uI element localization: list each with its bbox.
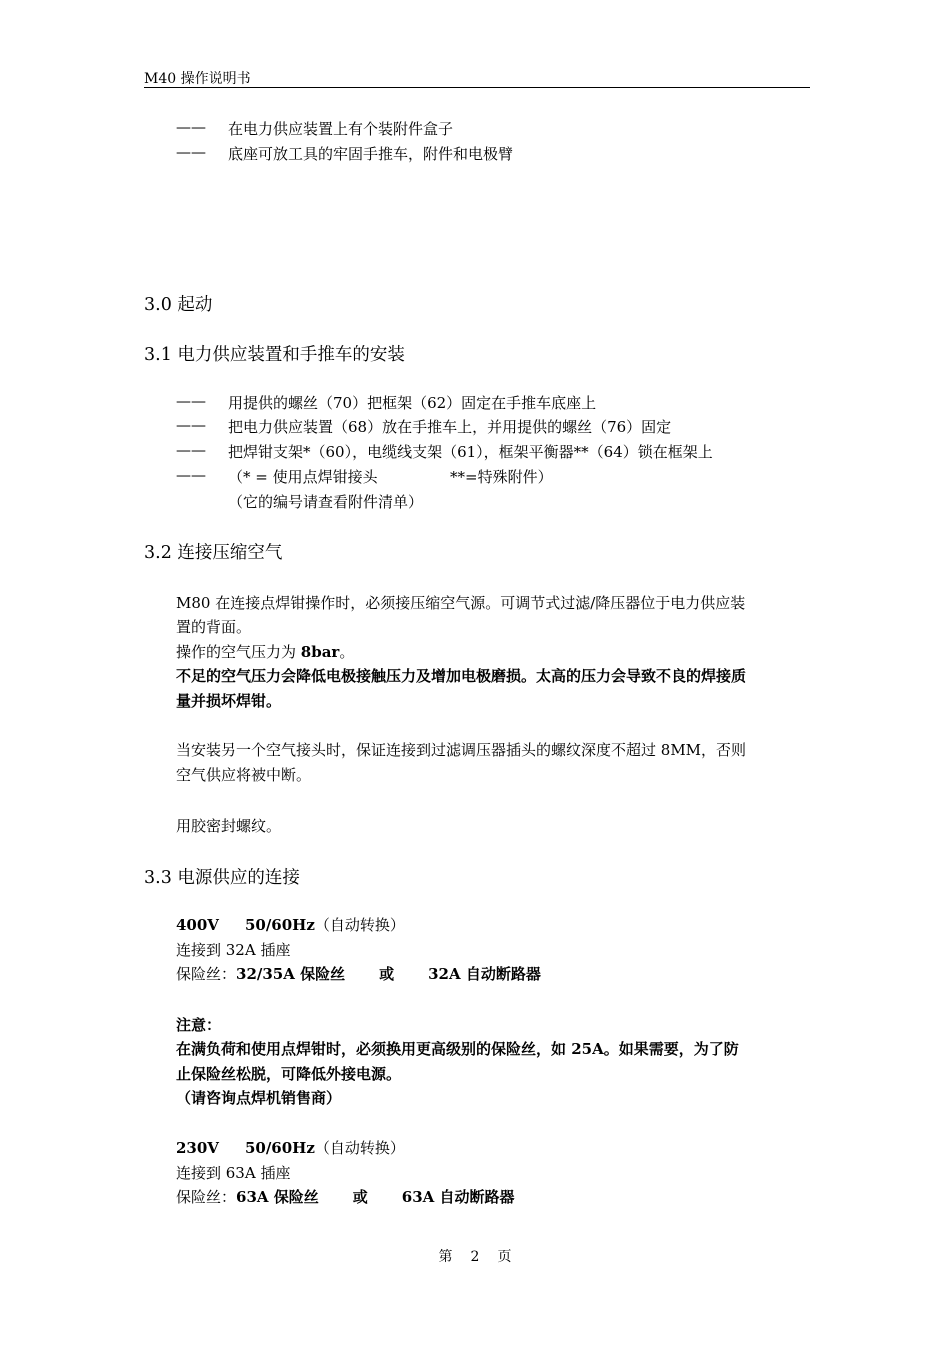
- page-suffix: 页: [497, 1249, 512, 1265]
- s31-item-1: 用提供的螺丝（70）把框架（62）固定在手推车底座上: [228, 394, 597, 412]
- s33-400v-auto: （自动转换）: [314, 916, 405, 934]
- s33-230v-breaker: 63A 自动断路器: [401, 1188, 515, 1206]
- s33-400v-fuse: [176, 963, 541, 984]
- s33-230v-auto: （自动转换）: [314, 1139, 405, 1157]
- s32-p2: [176, 641, 354, 662]
- s31-dash-2: ——: [176, 416, 206, 434]
- s33-400v-voltage: 400V: [176, 916, 219, 934]
- s33-note-line2: 止保险丝松脱，可降低外接电源。: [176, 1065, 402, 1083]
- s33-note-line3: （请咨询点焊机销售商）: [176, 1089, 342, 1107]
- intro-dash-1: ——: [176, 118, 206, 136]
- s33-400v-breaker: 32A 自动断路器: [428, 965, 541, 983]
- page-prefix: 第: [438, 1249, 453, 1265]
- s32-p4-line2: 空气供应将被中断。: [176, 766, 312, 784]
- s31-item-2: 把电力供应装置（68）放在手推车上，并用提供的螺丝（76）固定: [228, 418, 672, 436]
- s33-230v-freq: 50/60Hz: [244, 1139, 315, 1157]
- header-divider: [144, 87, 810, 88]
- s32-p4-line1: 当安装另一个空气接头时，保证连接到过滤调压器插头的螺纹深度不超过 8MM，否则: [176, 741, 747, 759]
- s33-400v-freq: 50/60Hz: [244, 916, 315, 934]
- s31-item-4-footnote: **=特殊附件）: [450, 468, 553, 486]
- document-header-title: M40 操作说明书: [144, 71, 251, 87]
- s33-230v-fuse: [176, 1186, 515, 1207]
- intro-dash-2: ——: [176, 143, 206, 161]
- s33-230v-or: 或: [352, 1188, 368, 1206]
- s31-item-4: （* = 使用点焊钳接头: [228, 468, 378, 486]
- s33-230v-title: [176, 1137, 405, 1158]
- section-3-2-heading: 3.2 连接压缩空气: [144, 543, 283, 563]
- s33-note-label: 注意：: [176, 1016, 222, 1034]
- s33-400v-or: 或: [379, 965, 395, 983]
- section-3-0-heading: 3.0 起动: [144, 295, 213, 315]
- s33-note-line1: 在满负荷和使用点焊钳时，必须换用更高级别的保险丝，如 25A。如果需要，为了防: [176, 1040, 739, 1058]
- intro-item-1: 在电力供应装置上有个装附件盒子: [228, 120, 454, 138]
- intro-item-2: 底座可放工具的牢固手推车，附件和电极臂: [228, 145, 514, 163]
- section-3-1-heading: 3.1 电力供应装置和手推车的安装: [144, 345, 405, 365]
- page-number: 2: [470, 1249, 480, 1265]
- s33-400v-socket: 连接到 32A 插座: [176, 941, 291, 959]
- page-number-footer: [0, 1246, 950, 1266]
- s33-400v-fuse-label: 保险丝：: [176, 965, 237, 983]
- s31-item-3: 把焊钳支架*（60），电缆线支架（61），框架平衡器**（64）锁在框架上: [228, 443, 713, 461]
- s32-p3-line2: 量并损坏焊钳。: [176, 692, 282, 710]
- s32-p3-line1: 不足的空气压力会降低电极接触压力及增加电极磨损。太高的压力会导致不良的焊接质: [176, 667, 747, 685]
- s31-note: （它的编号请查看附件清单）: [228, 493, 424, 511]
- s33-230v-socket: 连接到 63A 插座: [176, 1164, 291, 1182]
- s32-p1-line1: M80 在连接点焊钳操作时，必须接压缩空气源。可调节式过滤/降压器位于电力供应装: [176, 594, 746, 612]
- s32-p2-suffix: 。: [339, 643, 355, 661]
- s32-pressure-value: 8bar: [300, 643, 340, 661]
- s31-dash-3: ——: [176, 441, 206, 459]
- s31-dash-4: ——: [176, 466, 206, 484]
- s33-230v-fuse-label: 保险丝：: [176, 1188, 237, 1206]
- s33-400v-fuse-value: 32/35A 保险丝: [236, 965, 346, 983]
- s33-230v-voltage: 230V: [176, 1139, 219, 1157]
- s31-dash-1: ——: [176, 392, 206, 410]
- s33-400v-title: [176, 914, 405, 935]
- s32-p2-prefix: 操作的空气压力为: [176, 643, 301, 661]
- s33-230v-fuse-value: 63A 保险丝: [236, 1188, 319, 1206]
- s32-p1-line2: 置的背面。: [176, 618, 252, 636]
- s32-p5: 用胶密封螺纹。: [176, 817, 282, 835]
- section-3-3-heading: 3.3 电源供应的连接: [144, 868, 300, 888]
